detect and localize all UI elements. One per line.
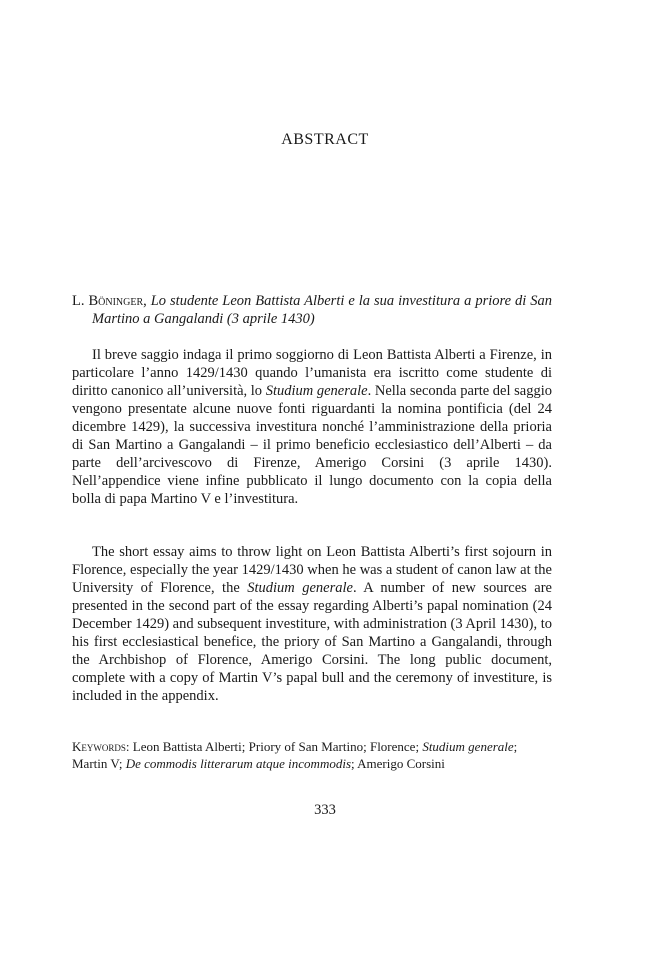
keywords-label: Keywords: xyxy=(72,739,130,754)
citation-title: Lo studente Leon Battista Alberti e la sua investitura a priore di San Martino a Gangalandi (3 aprile 1430) xyxy=(92,293,553,327)
abstract-english-text-2: . A number of new sources are presented in the second part of the essay regarding Alberti’s papal nomination (24 December 1429) and subsequent investiture, with administration (3 April 1430), to his first ecclesiastical benefice, the priory of San Martino a Gangalandi, through the Archbishop of Florence, Amerigo Corsini. The long public document, complete with a copy of Martin V’s papal bull and the ceremony of investiture, is included in the appendix. xyxy=(72,580,553,704)
abstract-english-text-1: The short essay aims to throw light on Leon Battista Alberti’s first sojourn in Florence, especially the year 1429/1430 when he was a student of canon law at the University of Florence, the xyxy=(72,544,552,596)
abstract-english-emphasis: Studium generale xyxy=(247,580,353,596)
citation-author: L. Böninger, xyxy=(72,293,147,309)
keywords-text-2: ; Martin V; xyxy=(72,739,518,771)
keywords-text-1: Leon Battista Alberti; Priory of San Martino; Florence; xyxy=(129,739,423,754)
page-number: 333 xyxy=(314,802,336,818)
keywords-emphasis-2: De commodis litterarum atque incommodis xyxy=(125,756,351,771)
keywords-emphasis-1: Studium generale xyxy=(422,739,514,754)
abstract-italian xyxy=(72,346,552,508)
abstract-italian-text-2: . Nella seconda parte del saggio vengono presentate alcune nuove fonti riguardanti la nomina pontificia (del 24 dicembre 1429), la successiva investitura nonché l’amministrazione della prioria di San Martino a Gangalandi – il primo beneficio ecclesiastico dell’Alberti – da parte dell’arcivescovo di Firenze, Amerigo Corsini (3 aprile 1430). Nell’appendice viene infine pubblicato il lungo documento con la copia della bolla di papa Martino V e l’investitura. xyxy=(72,383,553,507)
abstract-italian-text-1: Il breve saggio indaga il primo soggiorno di Leon Battista Alberti a Firenze, in particolare l’anno 1429/1430 quando l’umanista era iscritto come studente di diritto canonico all’università, lo xyxy=(72,347,552,399)
abstract-italian-emphasis: Studium generale xyxy=(265,383,368,399)
keywords-text-3: ; Amerigo Corsini xyxy=(351,756,445,771)
page-heading: ABSTRACT xyxy=(281,131,369,148)
citation xyxy=(72,292,552,328)
keywords xyxy=(72,738,552,772)
abstract-english xyxy=(72,543,552,705)
